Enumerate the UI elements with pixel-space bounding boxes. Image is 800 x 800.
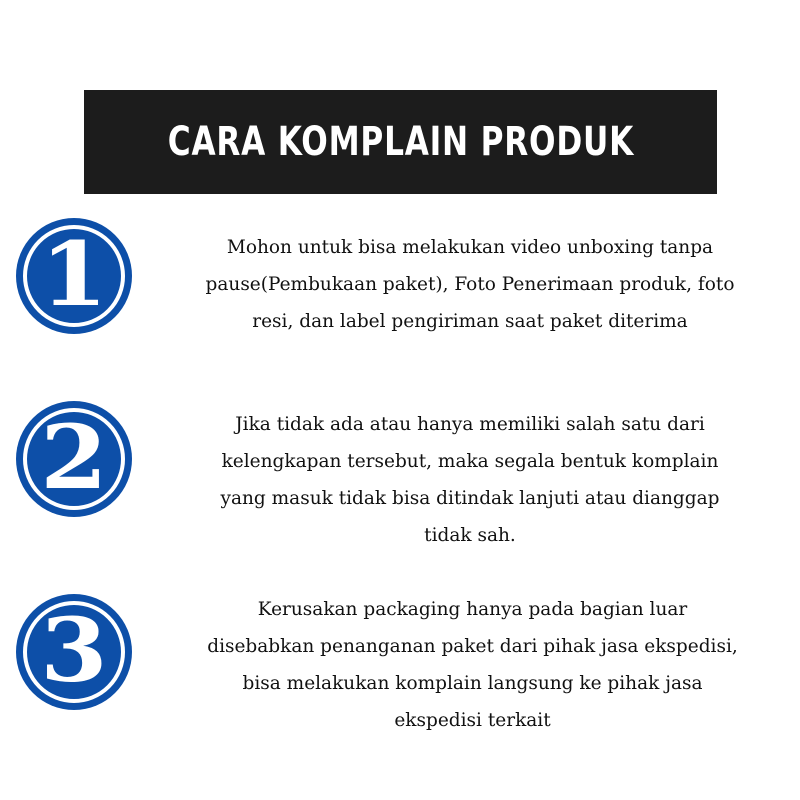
step-3-line-4: ekspedisi terkait [394,710,551,731]
step-3-number: 3 [40,598,108,702]
step-3-line-1: Kerusakan packaging hanya pada bagian luar [257,599,688,620]
step-1-line-1: Mohon untuk bisa melakukan video unboxing tanpa [226,237,714,258]
step-2-line-4: tidak sah. [424,525,516,546]
step-2-line-2: kelengkapan tersebut, maka segala bentuk komplain [221,451,719,472]
step-3-line-2: disebabkan penanganan paket dari pihak jasa ekspedisi, [207,636,738,657]
step-2-line-1: Jika tidak ada atau hanya memiliki salah satu dari [235,414,705,435]
step-3-badge [16,594,132,710]
step-1-badge [16,218,132,334]
step-2-line-3: yang masuk tidak bisa ditindak lanjuti atau dianggap [220,488,720,509]
step-3-text [145,591,800,739]
page-title: CARA KOMPLAIN PRODUK [167,119,634,165]
step-2-text [140,406,800,554]
step-3-line-3: bisa melakukan komplain langsung ke pihak jasa [242,673,703,694]
step-2-badge [16,401,132,517]
step-2-number: 2 [40,405,108,509]
step-1-line-3: resi, dan label pengiriman saat paket diterima [252,311,688,332]
title-bar [84,90,717,194]
step-1-text [140,229,800,340]
step-1-number: 1 [40,222,108,326]
step-1-line-2: pause(Pembukaan paket), Foto Penerimaan produk, foto [205,274,735,295]
